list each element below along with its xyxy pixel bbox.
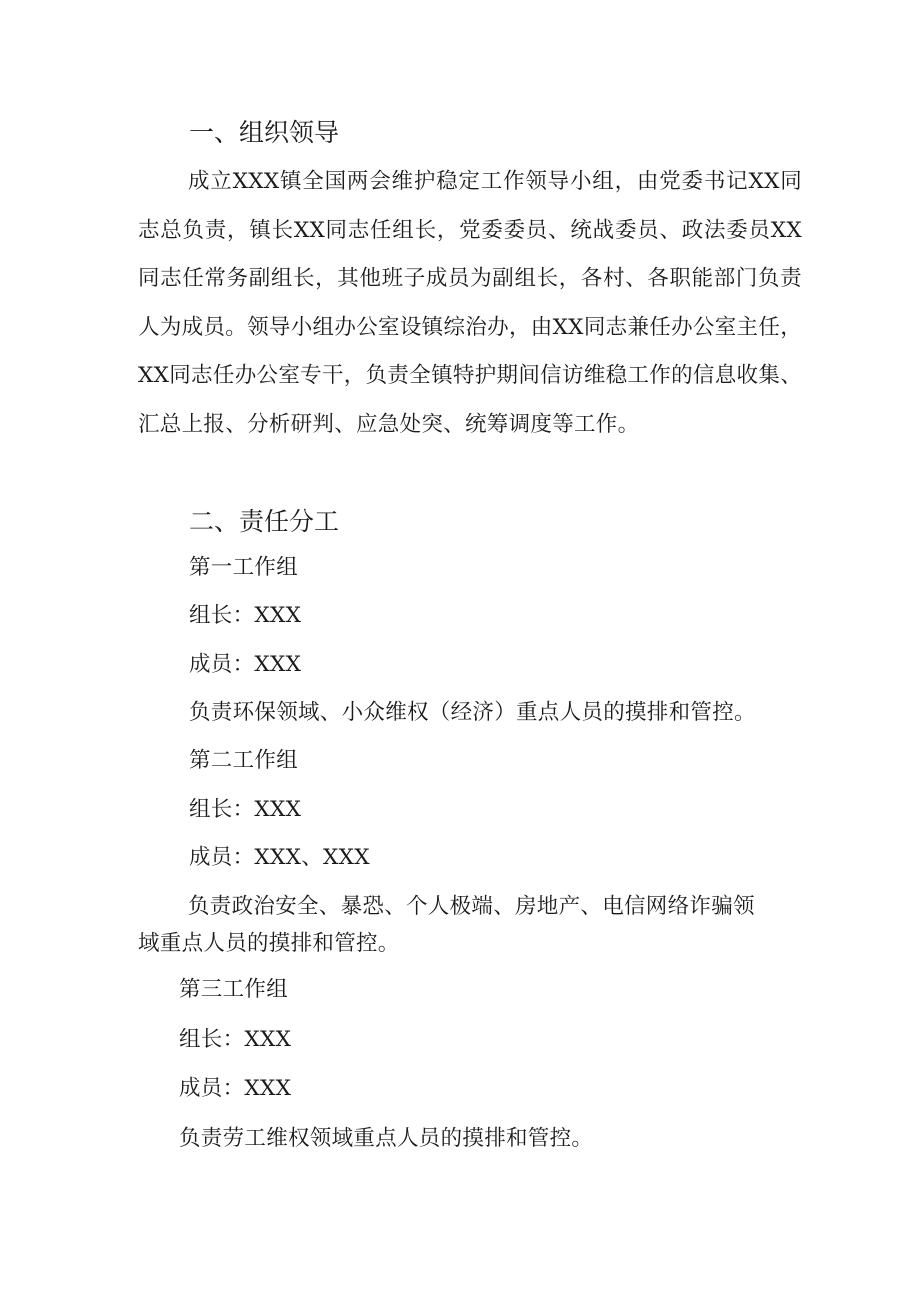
group-2-duty: 负责政治安全、暴恐、个人极端、房地产、电信网络诈骗领域重点人员的摸排和管控。 xyxy=(138,894,755,956)
group-1-duty: 负责环保领域、小众维权（经济）重点人员的摸排和管控。 xyxy=(189,700,756,725)
group-3-members: 成员：XXX xyxy=(179,1076,292,1101)
group-2-name: 第二工作组 xyxy=(189,748,299,773)
section-heading-responsibilities: 二、责任分工 xyxy=(189,507,340,536)
organization-paragraph: 成立XXX镇全国两会维护稳定工作领导小组，由党委书记XX同志总负责，镇长XX同志任组长，党委委员、统战委员、政法委员XX同志任常务副组长，其他班子成员为副组长，各村、各职能部门负责人为成员。领导小组办公室设镇综治办，由XX同志兼任办公室主任，XX同志任办公室专干，负责全镇特护期间信访维稳工作的信息收集、汇总上报、分析研判、应急处突、统筹调度等工作。 xyxy=(138,169,802,437)
group-1-members: 成员：XXX xyxy=(189,652,302,677)
group-3-leader: 组长：XXX xyxy=(179,1027,292,1052)
section-heading-organization: 一、组织领导 xyxy=(189,118,340,147)
group-2-members: 成员：XXX、XXX xyxy=(189,845,370,870)
group-1-leader: 组长：XXX xyxy=(189,603,302,628)
group-3-name: 第三工作组 xyxy=(179,977,289,1002)
group-3-duty: 负责劳工维权领域重点人员的摸排和管控。 xyxy=(179,1126,594,1151)
group-1-name: 第一工作组 xyxy=(189,555,299,580)
group-2-leader: 组长：XXX xyxy=(189,797,302,822)
